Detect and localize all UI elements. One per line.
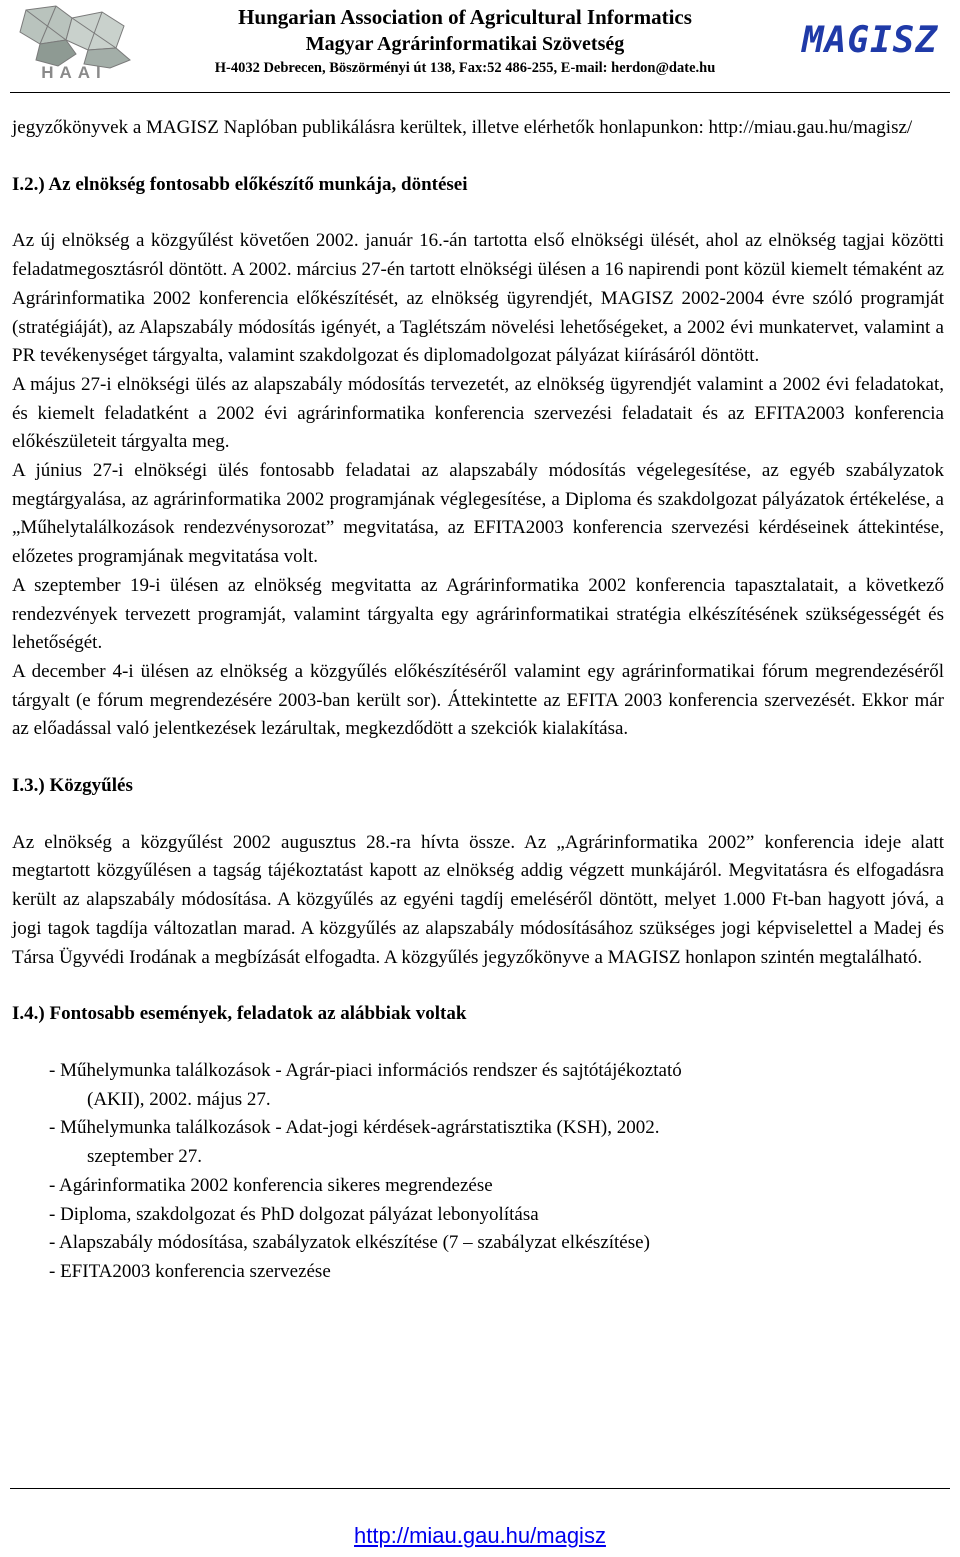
- list-item-text: - Diploma, szakdolgozat és PhD dolgozat pályázat lebonyolítása: [49, 1203, 539, 1225]
- list-item: [49, 1114, 944, 1171]
- list-item-text: - EFITA2003 konferencia szervezése: [49, 1260, 331, 1282]
- page-footer: [0, 1523, 960, 1549]
- list-item: [49, 1258, 944, 1287]
- events-list: [12, 1057, 944, 1287]
- list-item: [49, 1057, 944, 1114]
- paragraph-general-assembly: Az elnökség a közgyűlést 2002 augusztus 28.-ra hívta össze. Az „Agrárinformatika 2002” konferencia ideje alatt megtartott közgyűlésen a tagság tájékoztatást kapott az elnökség addig végzett munkájáról. Megvitatásra és elfogadásra került az alapszabály módosítása. A közgyűlés az egyéni tagdíj emeléséről döntött, melyet 1.000 Ft-ban hagyott jóvá, a jogi tagok tagdíja változatlan marad. A közgyűlés az alapszabály módosításához szükséges jogi képviselettel a Madej és Társa Ügyvédi Irodának a megbízását elfogadta. A közgyűlés jegyzőkönyve a MAGISZ honlapon szintén megtalálható.: [12, 831, 944, 968]
- list-item: [49, 1201, 944, 1230]
- magisz-brand: MAGISZ: [801, 20, 938, 61]
- org-name-hungarian: Magyar Agrárinformatikai Szövetség: [305, 33, 625, 55]
- org-name-english: Hungarian Association of Agricultural Informatics: [238, 5, 692, 29]
- paragraph-may: A május 27-i elnökségi ülés az alapszabály módosítás tervezetét, az elnökség ügyrendjét valamint a 2002 évi feladatokat, és kiemelt feladatként a 2002 évi agrárinformatika konferencia szervezési feladatait és az EFITA2003 konferencia előkészületeit tárgyalta meg.: [12, 373, 944, 453]
- list-item-text: - Alapszabály módosítása, szabályzatok elkészítése (7 – szabályzat elkészítése): [49, 1232, 650, 1254]
- paragraph-january: Az új elnökség a közgyűlést követően 2002. január 16.-án tartotta első elnökségi ülését, ahol az elnökség tagjai közötti feladatmegosztásról döntött. A 2002. március 27-én tartott elnökségi ülésen a 16 napirendi pont közül kiemelt témaként az Agrárinformatika 2002 konferencia előkészítését, az elnökség ügyrendjét, MAGISZ 2002-2004 évre szóló programját (stratégiáját), az Alapszabály módosítás igényét, a Taglétszám növelési lehetőségeket, a 2002 évi munkatervet, valamint a PR tevékenységet tárgyalta, valamint szakdolgozat és diplomadolgozat pályázat kiírásáról döntött.: [12, 230, 944, 367]
- org-address: H-4032 Debrecen, Böszörményi út 138, Fax:52 486-255, E-mail: herdon@date.hu: [214, 60, 716, 76]
- list-item: [49, 1172, 944, 1201]
- intro-paragraph: jegyzőkönyvek a MAGISZ Naplóban publikálásra kerültek, illetve elérhetők honlapunkon: http://miau.gau.hu/magisz/: [12, 117, 913, 138]
- list-item: [49, 1229, 944, 1258]
- paragraph-june: A június 27-i elnökségi ülés fontosabb feladatai az alapszabály módosítás végelegesítése, az egyéb szabályzatok megtárgyalása, az agrárinformatika 2002 programjának véglegesítése, a Diploma és szakdolgozat pályázatok értékelése, a „Műhelytalálkozások rendezvénysorozat” megvitatása, az EFITA2003 konferencia szervezési kérdéseinek áttekintése, előzetes programjának megvitatása volt.: [12, 460, 944, 568]
- section-heading-i4: I.4.) Fontosabb események, feladatok az alábbiak voltak: [12, 1003, 467, 1025]
- footer-link[interactable]: http://miau.gau.hu/magisz: [354, 1523, 606, 1548]
- footer-divider: [10, 1488, 950, 1489]
- list-item-text: - Műhelymunka találkozások - Adat-jogi kérdések-agrárstatisztika (KSH), 2002.: [49, 1117, 660, 1139]
- haai-logo: [6, 4, 142, 82]
- letterhead: [0, 0, 960, 92]
- list-item-text: - Agárinformatika 2002 konferencia sikeres megrendezése: [49, 1174, 493, 1196]
- list-item-text: - Műhelymunka találkozások - Agrár-piaci információs rendszer és sajtótájékoztató: [49, 1059, 682, 1081]
- list-item-continuation: szeptember 27.: [87, 1146, 203, 1168]
- header-divider: [10, 92, 950, 93]
- section-heading-i3: I.3.) Közgyűlés: [12, 775, 133, 797]
- list-item-continuation: (AKII), 2002. május 27.: [87, 1088, 271, 1110]
- paragraph-december: A december 4-i ülésen az elnökség a közgyűlés előkészítéséről valamint egy agrárinformatikai fórum megrendezéséről tárgyalt (e fórum megrendezésére 2003-ban került sor). Áttekintette az EFITA 2003 konferencia szervezését. Ekkor már az előadással való jelentkezések lezárultak, megkezdődött a szekciók kialakítása.: [12, 660, 944, 740]
- paragraph-september: A szeptember 19-i ülésen az elnökség megvitatta az Agrárinformatika 2002 konferencia tapasztalatait, a következő rendezvények tervezett programját, valamint tárgyalta egy agrárinformatikai stratégia elkészítésének szükségességét és lehetőségét.: [12, 574, 944, 654]
- document-body: [12, 114, 944, 1287]
- logo-text: HAAI: [41, 63, 107, 82]
- header-text-block: [150, 4, 780, 79]
- section-heading-i2: I.2.) Az elnökség fontosabb előkészítő munkája, döntései: [12, 173, 468, 195]
